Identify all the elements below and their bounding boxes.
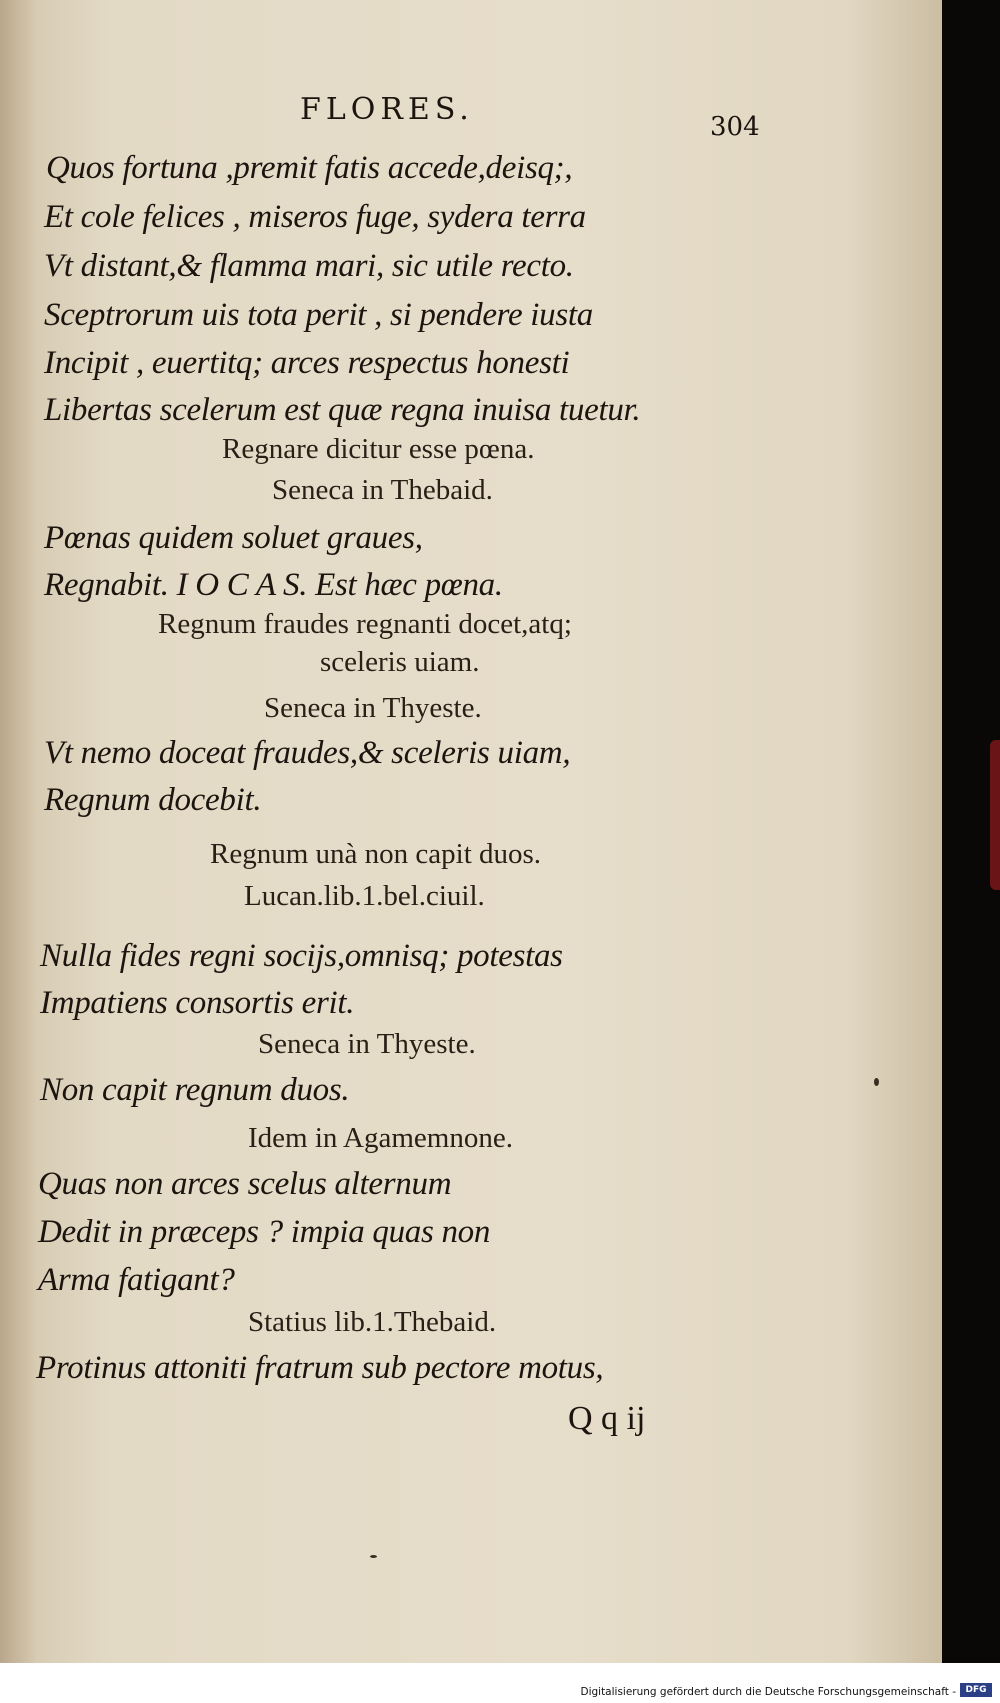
- section-heading: Regnare dicitur esse pœna.: [222, 433, 535, 465]
- section-heading: Regnum unà non capit duos.: [210, 838, 542, 870]
- ink-speck: [370, 1555, 377, 1558]
- verse-line: Regnabit. I O C A S. Est hæc pœna.: [44, 567, 503, 603]
- verse-line: Vt nemo doceat fraudes,& sceleris uiam,: [44, 735, 571, 771]
- verse-line: Regnum docebit.: [44, 782, 262, 818]
- section-heading: Seneca in Thyeste.: [258, 1028, 476, 1060]
- running-head: FLORES.: [300, 92, 474, 127]
- verse-line: Impatiens consortis erit.: [40, 985, 355, 1021]
- section-heading: Lucan.lib.1.bel.ciuil.: [244, 880, 485, 912]
- bookmark-ribbon: [990, 740, 1000, 890]
- verse-line: Non capit regnum duos.: [40, 1072, 350, 1108]
- verse-line: Nulla fides regni socijs,omnisq; potestas: [40, 938, 563, 974]
- verse-line: Libertas scelerum est quæ regna inuisa tuetur.: [44, 392, 641, 428]
- signature-mark: Q q ij: [568, 1400, 646, 1437]
- verse-line: Arma fatigant?: [38, 1262, 235, 1298]
- section-heading: Regnum fraudes regnanti docet,atq;: [158, 608, 572, 640]
- page-number: 304: [710, 112, 760, 142]
- dfg-logo: DFG: [960, 1683, 992, 1697]
- verse-line: Sceptrorum uis tota perit , si pendere iusta: [44, 297, 593, 333]
- section-heading: Statius lib.1.Thebaid.: [248, 1306, 497, 1338]
- section-heading: Seneca in Thebaid.: [272, 474, 493, 506]
- verse-line: Protinus attoniti fratrum sub pectore motus,: [36, 1350, 604, 1386]
- section-heading: Seneca in Thyeste.: [264, 692, 482, 724]
- section-heading: Idem in Agamemnone.: [248, 1122, 513, 1154]
- verse-line: Quos fortuna ,premit fatis accede,deisq;,: [46, 150, 573, 186]
- verse-line: Quas non arces scelus alternum: [38, 1166, 452, 1202]
- verse-line: Vt distant,& flamma mari, sic utile recto.: [44, 248, 574, 284]
- verse-line: Dedit in præceps ? impia quas non: [38, 1214, 491, 1250]
- funding-credit: Digitalisierung gefördert durch die Deutsche Forschungsgemeinschaft -: [580, 1686, 956, 1698]
- verse-line: Pœnas quidem soluet graues,: [44, 520, 423, 556]
- ink-speck: [874, 1078, 879, 1086]
- verse-line: Et cole felices , miseros fuge, sydera terra: [44, 199, 586, 235]
- verse-line: Incipit , euertitq; arces respectus honesti: [44, 345, 570, 381]
- section-heading: sceleris uiam.: [320, 646, 480, 678]
